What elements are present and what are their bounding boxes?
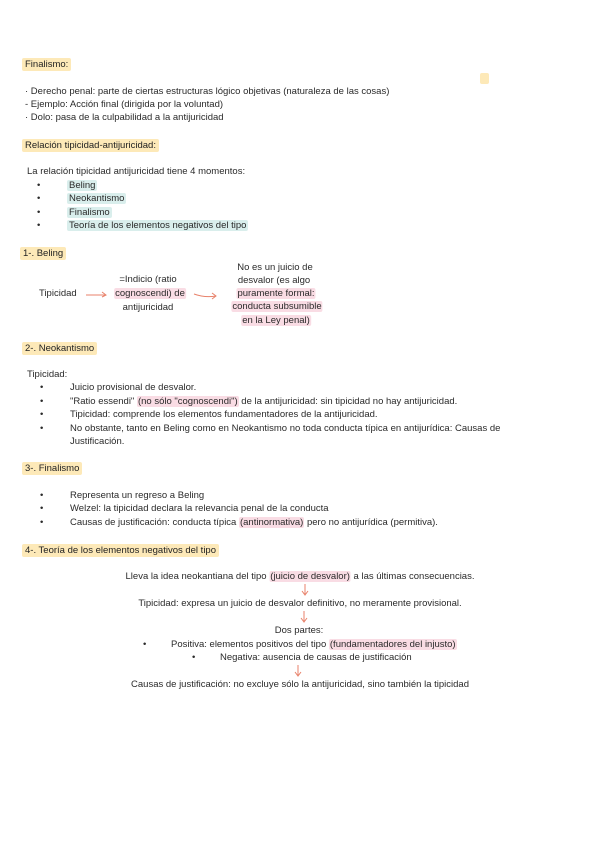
list-item: • No obstante, tanto en Beling como en Neokantismo no toda conducta típica en antijurídica: Causas de [70, 423, 500, 434]
arrow-down-icon [299, 610, 309, 624]
relacion-intro: La relación tipicidad antijuricidad tiene 4 momentos: [27, 166, 246, 177]
teoria-line-4: Positiva: elementos positivos del tipo (fundamentadores del injusto) [171, 639, 456, 650]
list-item: • Causas de justificación: conducta típica (antinormativa) pero no antijurídica (permitiva). [70, 517, 438, 528]
list-item: • Beling [67, 180, 97, 191]
beling-middle-3: antijuricidad [122, 302, 174, 313]
teoria-line-5: Negativa: ausencia de causas de justificación [220, 652, 412, 663]
teoria-line-1: Lleva la idea neokantiana del tipo (juicio de desvalor) a las últimas consecuencias. [125, 571, 475, 582]
beling-right-5: en la Ley penal) [242, 315, 310, 326]
teoria-line-3: Dos partes: [274, 625, 324, 636]
arrow-right-icon [85, 289, 109, 299]
beling-middle-1: =Indicio (ratio [119, 274, 177, 285]
list-item: • Neokantismo [67, 193, 126, 204]
heading-finalismo: Finalismo: [22, 58, 71, 71]
sticky-note-icon [480, 73, 489, 84]
list-item: • Juicio provisional de desvalor. [70, 382, 196, 393]
heading-beling: 1-. Beling [20, 247, 66, 260]
list-item: • "Ratio essendi" (no sólo "cognoscendi") de la antijuricidad: sin tipicidad no hay antijuricidad. [70, 396, 457, 407]
teoria-line-6: Causas de justificación: no excluye sólo la antijuricidad, sino también la tipicidad [131, 679, 469, 690]
beling-right-4: conducta subsumible [232, 301, 322, 312]
list-item-continuation: Justificación. [70, 436, 125, 447]
heading-finalismo-2: 3-. Finalismo [22, 462, 82, 475]
bullet-icon: • [192, 652, 196, 663]
beling-right-1: No es un juicio de [237, 262, 313, 273]
list-item: • Representa un regreso a Beling [70, 490, 204, 501]
list-item: • Finalismo [67, 207, 112, 218]
arrow-down-icon [300, 583, 310, 597]
beling-right-2: desvalor (es algo [237, 275, 311, 286]
finalismo-line-2: - Ejemplo: Acción final (dirigida por la voluntad) [25, 99, 224, 110]
beling-right-3: puramente formal: [237, 288, 315, 299]
heading-relacion: Relación tipicidad-antijuricidad: [22, 139, 159, 152]
list-item: • Tipicidad: comprende los elementos fundamentadores de la antijuricidad. [70, 409, 378, 420]
finalismo-line-1: · Derecho penal: parte de ciertas estructuras lógico objetivas (naturaleza de las cosas) [25, 86, 390, 97]
list-item: • Welzel: la tipicidad declara la relevancia penal de la conducta [70, 503, 329, 514]
beling-tipicidad: Tipicidad [39, 288, 77, 299]
beling-middle-2: cognoscendi) de [115, 288, 185, 299]
heading-teoria: 4-. Teoría de los elementos negativos del tipo [22, 544, 219, 557]
bullet-icon: • [143, 639, 147, 650]
neokantismo-intro: Tipicidad: [27, 369, 68, 380]
arrow-down-icon [293, 664, 303, 678]
teoria-line-2: Tipicidad: expresa un juicio de desvalor definitivo, no meramente provisional. [138, 598, 462, 609]
heading-neokantismo: 2-. Neokantismo [22, 342, 97, 355]
finalismo-line-3: · Dolo: pasa de la culpabilidad a la antijuricidad [25, 112, 224, 123]
arrow-right-icon [193, 290, 219, 300]
list-item: • Teoría de los elementos negativos del tipo [67, 220, 248, 231]
